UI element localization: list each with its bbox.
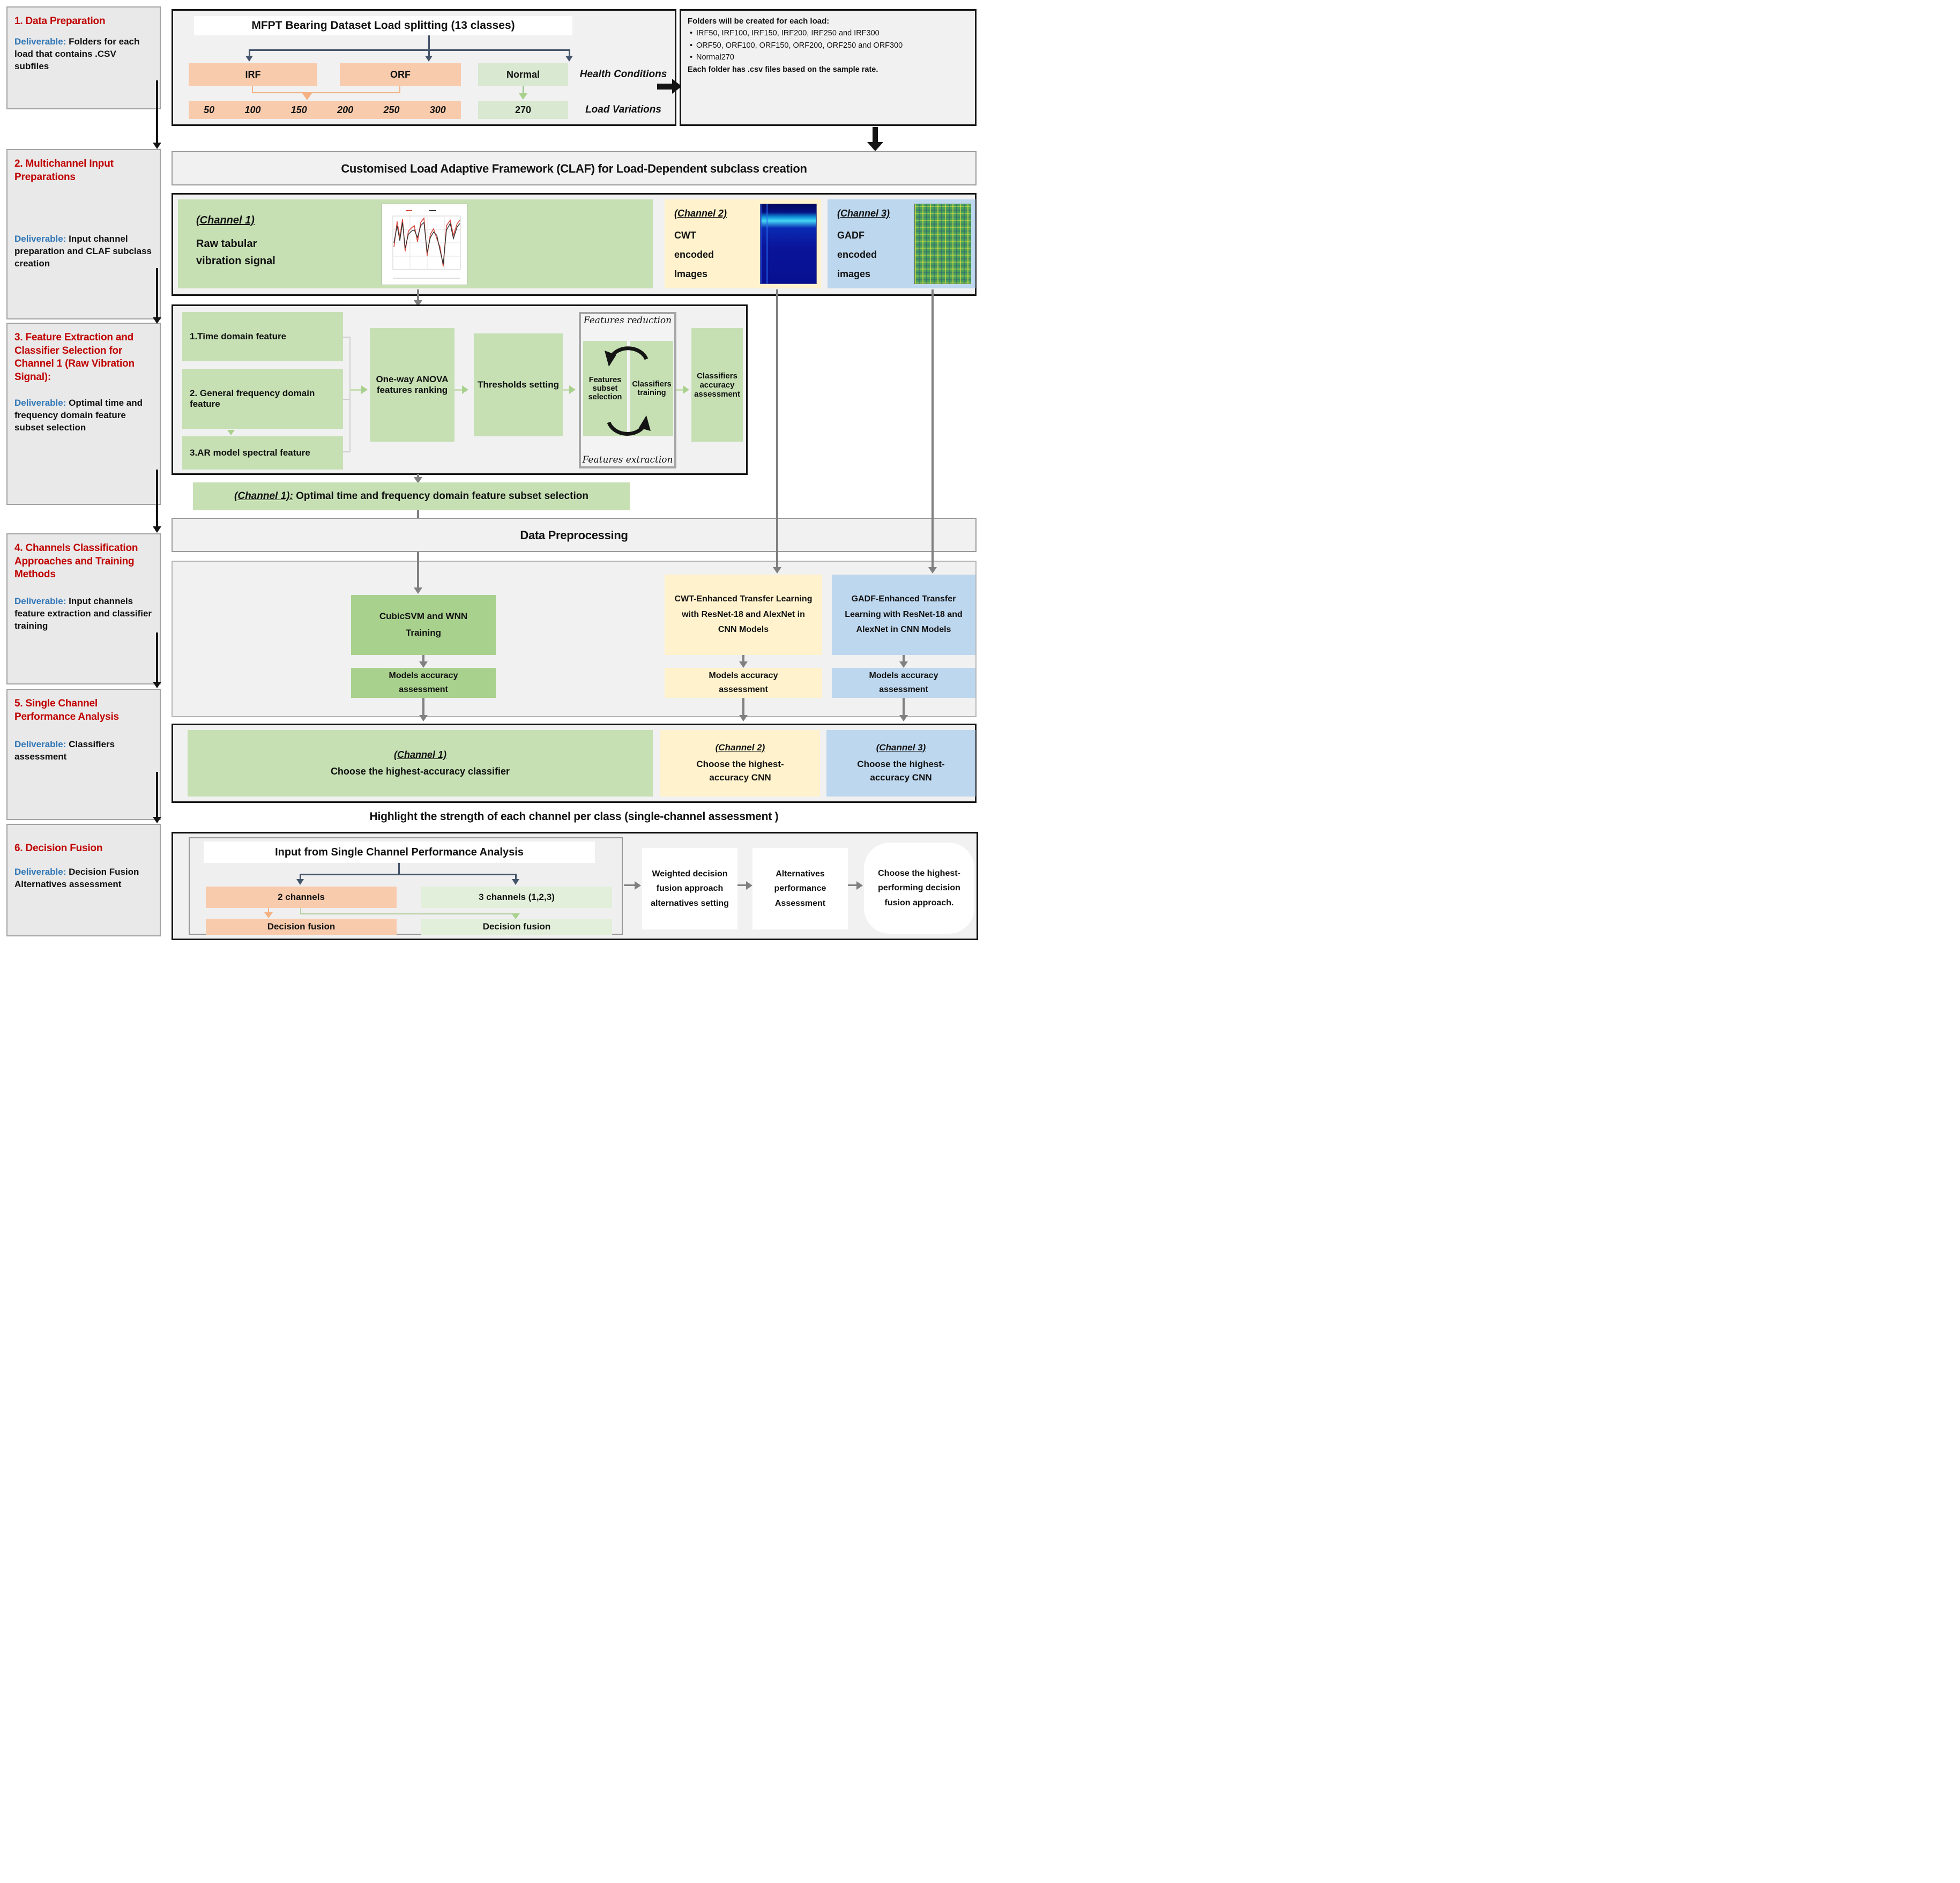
three-channels-box: 3 channels (1,2,3) xyxy=(421,887,612,908)
ar-model-feature-box: 3.AR model spectral feature xyxy=(182,436,343,470)
channel-2-line-2: encoded xyxy=(674,249,714,260)
loads-strip xyxy=(189,101,461,119)
arrow-step4-step5 xyxy=(156,632,158,682)
mfpt-split-stem xyxy=(428,35,430,49)
gadf-image xyxy=(914,204,971,284)
step-1-title: 1. Data Preparation xyxy=(14,16,106,27)
f2-to-f3-arrow xyxy=(227,430,235,435)
normal-arrow-head xyxy=(519,93,527,100)
channel-2-choose-text: Choose the highest-accuracy CNN xyxy=(696,758,784,783)
cubicsvm-wnn-box: CubicSVM and WNN Training xyxy=(351,595,496,655)
channel-1-choose-tag: (Channel 1) xyxy=(393,749,446,760)
svm-assess-box: Models accuracy assessment xyxy=(351,668,496,698)
mfpt-split-drop-orf xyxy=(428,49,430,56)
arrow-step5-step6-head xyxy=(153,817,161,823)
channel-2-box xyxy=(665,199,821,288)
anova-box: One-way ANOVA features ranking xyxy=(370,328,454,442)
cwt-transfer-box: CWT-Enhanced Transfer Learning with ResNet-18 and AlexNet in CNN Models xyxy=(665,575,822,655)
thresholds-to-loop-head xyxy=(569,385,576,394)
irf-box: IRF xyxy=(189,63,317,86)
folders-bullet-normal: • Normal270 xyxy=(688,51,968,63)
anova-to-thresholds-head xyxy=(462,385,468,394)
channel-3-choose-box xyxy=(826,730,975,797)
deliverable-label: Deliverable: xyxy=(14,739,66,750)
sidebar-step-6 xyxy=(6,824,161,936)
load-150: 150 xyxy=(290,104,307,115)
step-3-deliverable xyxy=(14,397,153,434)
mfpt-split-bar xyxy=(249,49,570,51)
gadf-to-choose-line xyxy=(903,698,905,715)
loop-to-accuracy-line xyxy=(676,389,683,391)
channel-2-line-1: CWT xyxy=(674,230,696,241)
sidebar-step-1 xyxy=(6,6,161,109)
fusion-to-weighted-line xyxy=(624,884,636,886)
arrow-step4-step5-head xyxy=(153,682,161,688)
features-reduction-label: Features reduction xyxy=(583,315,672,326)
sidebar-step-5 xyxy=(6,689,161,820)
weighted-to-alt-head xyxy=(746,881,752,890)
channel-3-box xyxy=(828,199,975,288)
cwt-scalogram-image xyxy=(760,204,817,284)
pipeline-diagram xyxy=(0,0,980,944)
fusion-split-bar xyxy=(300,874,517,875)
folders-footer: Each folder has .csv files based on the sample rate. xyxy=(688,65,878,74)
thresholds-box: Thresholds setting xyxy=(474,333,563,436)
features-subset-selection-box: Features subset selection xyxy=(583,341,627,436)
channel-3-choose-tag: (Channel 3) xyxy=(876,742,926,753)
step-4-deliverable xyxy=(14,596,153,632)
arrow-step2-step3-head xyxy=(153,317,161,324)
step-6-deliverable xyxy=(14,866,153,891)
fusion-split-head-left xyxy=(296,879,304,885)
step-2-deliverable-text: Input channel preparation and CLAF subclass creation xyxy=(14,234,152,269)
banner-to-svm-line xyxy=(417,552,419,587)
mfpt-split-head-orf xyxy=(425,56,433,62)
sidebar-step-3 xyxy=(6,323,161,505)
svm-to-assess-head xyxy=(419,661,428,668)
classifiers-training-box: Classifiers training xyxy=(630,341,673,436)
channel-1-tag: (Channel 1) xyxy=(196,214,255,226)
arrow-step1-step2-head xyxy=(153,143,161,149)
classifiers-accuracy-box: Classifiers accuracy assessment xyxy=(691,328,743,442)
load-200: 200 xyxy=(337,104,354,115)
channel-2-choose-tag: (Channel 2) xyxy=(715,742,765,753)
load-250: 250 xyxy=(383,104,400,115)
step-5-title: 5. Single Channel Performance Analysis xyxy=(14,698,119,723)
gadf-assess-box: Models accuracy assessment xyxy=(832,668,975,698)
loop-arrows xyxy=(581,317,674,463)
deliverable-label: Deliverable: xyxy=(14,234,66,244)
step-4-deliverable-text: Input channels feature extraction and classifier training xyxy=(14,596,152,631)
ch3-to-gadf-line xyxy=(931,289,934,567)
fusion-to-weighted-head xyxy=(635,881,641,890)
gadf-to-assess-head xyxy=(899,661,908,668)
feature-bracket-s1 xyxy=(343,337,351,338)
ch3-to-gadf-head xyxy=(928,567,937,574)
frequency-domain-feature-box: 2. General frequency domain feature xyxy=(182,369,343,429)
arrow-step3-step4-head xyxy=(153,526,161,533)
two-to-df-head xyxy=(264,912,273,918)
orf-box: ORF xyxy=(340,63,461,86)
sidebar-step-2 xyxy=(6,149,161,319)
step-2-title: 2. Multichannel Input Preparations xyxy=(14,158,114,183)
anova-to-thresholds-line xyxy=(454,389,462,391)
loads-arrow-head xyxy=(302,93,312,100)
banner-to-svm-head xyxy=(414,587,422,594)
sidebar-step-4 xyxy=(6,533,161,684)
cwt-assess-box: Models accuracy assessment xyxy=(665,668,822,698)
irf-orf-join-bar xyxy=(252,92,400,93)
feature-bracket-s3 xyxy=(343,451,351,452)
channel-3-line-3: images xyxy=(837,269,871,279)
svm-to-choose-head xyxy=(419,715,428,721)
two-channels-box: 2 channels xyxy=(206,887,397,908)
step-4-title: 4. Channels Classification Approaches and Training Methods xyxy=(14,542,138,580)
time-domain-feature-box: 1.Time domain feature xyxy=(182,312,343,361)
step-2-deliverable xyxy=(14,233,153,270)
normal-load-strip: 270 xyxy=(478,101,568,119)
deliverable-label: Deliverable: xyxy=(14,596,66,607)
highlight-strength-text: Highlight the strength of each channel per class (single-channel assessment ) xyxy=(369,810,779,823)
channel-2-line-3: Images xyxy=(674,269,708,279)
channel-1-result-bar xyxy=(193,482,630,510)
fusion-split-drop-left xyxy=(300,874,301,879)
choose-fusion-box: Choose the highest-performing decision fusion approach. xyxy=(864,843,974,934)
features-extraction-label: Features extraction xyxy=(582,455,673,465)
step-5-deliverable-text: Classifiers assessment xyxy=(14,739,115,762)
gadf-transfer-box: GADF-Enhanced Transfer Learning with ResNet-18 and AlexNet in CNN Models xyxy=(832,575,975,655)
mfpt-split-head-irf xyxy=(245,56,253,62)
channel-3-choose-text: Choose the highest-accuracy CNN xyxy=(857,758,945,783)
arrow-step3-step4 xyxy=(156,470,158,526)
mfpt-split-head-normal xyxy=(565,56,573,62)
step-6-deliverable-text: Decision Fusion Alternatives assessment xyxy=(14,866,139,889)
mfpt-title: MFPT Bearing Dataset Load splitting (13 classes) xyxy=(194,16,572,35)
step-1-deliverable xyxy=(14,36,153,73)
folders-bullet-orf: • ORF50, ORF100, ORF150, ORF200, ORF250 and ORF300 xyxy=(688,40,968,51)
bar-to-banner-line xyxy=(417,510,419,518)
cwt-to-choose-head xyxy=(739,715,748,721)
channel-1-box xyxy=(178,199,653,288)
arrow-step1-step2 xyxy=(156,80,158,143)
loop-to-accuracy-head xyxy=(683,385,689,394)
step-3-deliverable-text: Optimal time and frequency domain feature subset selection xyxy=(14,397,143,433)
channel-2-choose-box xyxy=(660,730,820,797)
step-6-title: 6. Decision Fusion xyxy=(14,843,103,854)
channel-1-choose-text: Choose the highest-accuracy classifier xyxy=(330,766,510,777)
normal-box: Normal xyxy=(478,63,568,86)
folders-heading: Folders will be created for each load: xyxy=(688,17,830,26)
mfpt-split-drop-irf xyxy=(249,49,250,56)
vibration-signal-chart xyxy=(382,204,467,285)
channel-3-line-1: GADF xyxy=(837,230,865,241)
svm-to-choose-line xyxy=(422,698,424,715)
features-to-anova-head xyxy=(361,385,368,394)
channel-1-label: Raw tabular vibration signal xyxy=(196,238,275,267)
load-300: 300 xyxy=(429,104,446,115)
deliverable-label: Deliverable: xyxy=(14,866,66,877)
thresholds-to-loop-line xyxy=(563,389,569,391)
fusion-split-drop-right xyxy=(515,874,517,879)
load-100: 100 xyxy=(244,104,261,115)
feature-bracket-s2 xyxy=(343,399,351,400)
weighted-fusion-box: Weighted decision fusion approach alternatives setting xyxy=(642,848,737,929)
deliverable-label: Deliverable: xyxy=(14,397,66,408)
arrow-step2-step3 xyxy=(156,268,158,317)
cwt-to-choose-line xyxy=(742,698,744,715)
channel-1-result-tag: (Channel 1): xyxy=(234,490,293,502)
decision-fusion-left-box: Decision fusion xyxy=(206,919,397,935)
fusion-title: Input from Single Channel Performance Analysis xyxy=(204,842,595,863)
preprocessing-banner: Data Preprocessing xyxy=(172,518,977,552)
folders-bullet-irf: • IRF50, IRF100, IRF150, IRF200, IRF250 and IRF300 xyxy=(688,27,968,39)
health-conditions-label: Health Conditions xyxy=(579,69,667,80)
folders-to-claf-arrow-head xyxy=(867,142,883,151)
ch2-to-cwt-head xyxy=(773,567,781,574)
arrow-step5-step6 xyxy=(156,772,158,817)
alternatives-box: Alternatives performance Assessment xyxy=(752,848,848,929)
deliverable-label: Deliverable: xyxy=(14,36,66,47)
feature-bracket-out xyxy=(349,389,361,391)
ch1-to-features-line xyxy=(417,289,419,301)
fusion-split-stem xyxy=(398,863,400,875)
channel-2-tag: (Channel 2) xyxy=(674,208,727,219)
step-3-title: 3. Feature Extraction and Classifier Selection for Channel 1 (Raw Vibration Signal): xyxy=(14,332,135,383)
channel-1-result-text: Optimal time and frequency domain feature subset selection xyxy=(296,490,588,502)
load-50: 50 xyxy=(204,104,215,115)
df-join-h xyxy=(300,913,516,914)
folders-panel xyxy=(680,9,977,126)
health-to-folders-arrow xyxy=(657,84,672,90)
step-5-deliverable xyxy=(14,739,153,763)
step-1-deliverable-text: Folders for each load that contains .CSV subfiles xyxy=(14,36,140,71)
channel-3-tag: (Channel 3) xyxy=(837,208,890,219)
fusion-split-head-right xyxy=(512,879,519,885)
channel-1-choose-box xyxy=(188,730,653,797)
folders-to-claf-arrow xyxy=(873,127,878,142)
load-variations-label: Load Variations xyxy=(585,104,661,115)
cwt-to-assess-head xyxy=(739,661,748,668)
decision-fusion-right-box: Decision fusion xyxy=(421,919,612,935)
claf-banner: Customised Load Adaptive Framework (CLAF) for Load-Dependent subclass creation xyxy=(172,151,977,185)
mfpt-split-drop-normal xyxy=(569,49,570,56)
feature-bracket-v xyxy=(349,337,351,452)
vibration-signal-svg xyxy=(382,204,467,285)
alt-to-choose-head xyxy=(856,881,863,890)
gadf-to-choose-head xyxy=(899,715,908,721)
channel-3-line-2: encoded xyxy=(837,249,877,260)
ch2-to-cwt-line xyxy=(776,289,778,567)
